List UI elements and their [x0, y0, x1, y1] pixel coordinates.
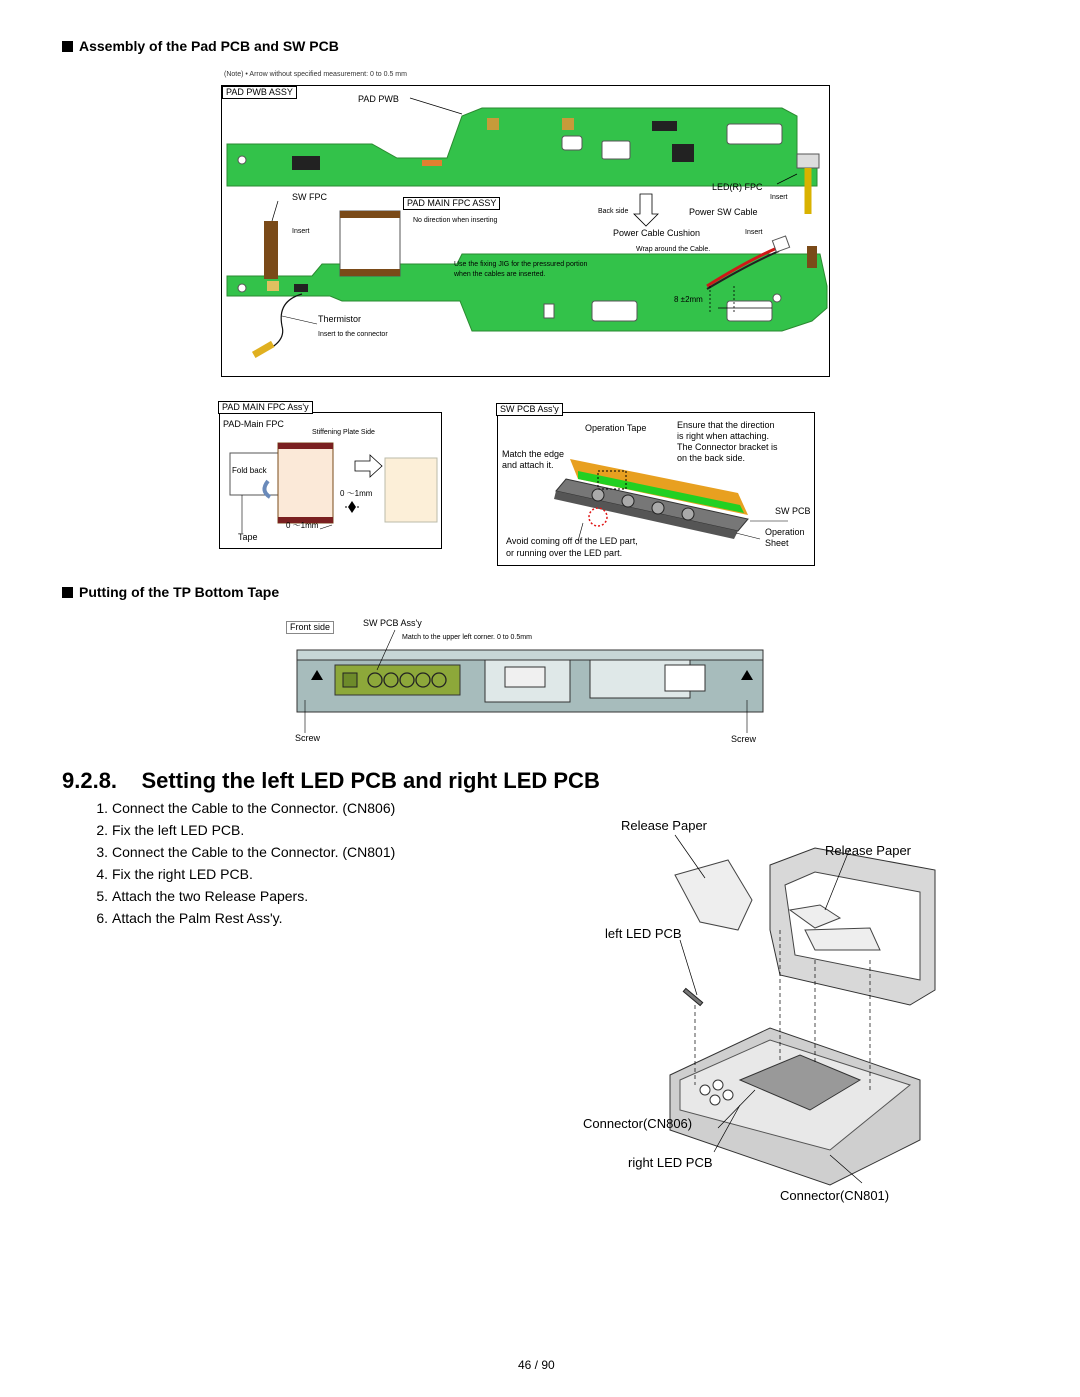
label-sw-fpc: SW FPC [292, 192, 327, 202]
section-heading-tp-tape [62, 584, 279, 600]
label-sw-pcb: SW PCB [775, 506, 811, 516]
label-connector-cn801: Connector(CN801) [780, 1188, 890, 1203]
label-pad-main-fpc: PAD-Main FPC [223, 419, 284, 429]
label-avoid [506, 535, 638, 559]
label-back-side: Back side [598, 208, 629, 215]
label-insert-connector: Insert to the connector [318, 331, 388, 338]
step-number: 3. [96, 844, 108, 860]
tag-pad-main-fpc-assy-2: PAD MAIN FPC Ass'y [218, 401, 313, 414]
label-power-cable-cushion: Power Cable Cushion [613, 228, 701, 238]
label-gap-2: 0 〜1mm [286, 521, 319, 530]
label-release-paper-1: Release Paper [621, 818, 707, 833]
tag-front-side: Front side [286, 621, 334, 634]
section-title: Assembly of the Pad PCB and SW PCB [79, 38, 339, 54]
label-connector-cn806: Connector(CN806) [583, 1116, 693, 1131]
label-operation-tape: Operation Tape [585, 423, 647, 433]
ensure-line-4: on the back side. [677, 453, 746, 463]
step-text: Connect the Cable to the Connector. (CN801) [112, 844, 396, 860]
label-sw-pcb-assy: SW PCB Ass'y [363, 618, 422, 628]
label-release-paper-2: Release Paper [825, 843, 911, 858]
tag-pad-main-fpc-assy: PAD MAIN FPC ASSY [403, 197, 500, 210]
label-left-led-pcb: left LED PCB [605, 926, 682, 941]
page-number: 46 / 90 [518, 1358, 555, 1372]
laptop-drawing [580, 810, 940, 1210]
page-title: 9.2.8. Setting the left LED PCB and right LED PCB [62, 768, 600, 793]
ensure-line-3: The Connector bracket is [677, 442, 778, 452]
label-stiffening: Stiffening Plate Side [312, 429, 375, 436]
step-text: Attach the two Release Papers. [112, 888, 309, 904]
tag-sw-pcb-assy: SW PCB Ass'y [496, 403, 563, 416]
label-ensure [677, 420, 778, 464]
section-heading-pad-pcb [62, 38, 339, 54]
label-fold-back: Fold back [232, 466, 267, 475]
avoid-line-2: or running over the LED part. [506, 548, 623, 558]
step-number: 4. [96, 866, 108, 882]
step-text: Connect the Cable to the Connector. (CN806) [112, 800, 396, 816]
label-tape: Tape [238, 532, 258, 542]
sw-pcb-diagram [497, 404, 815, 566]
square-bullet-icon [62, 587, 73, 598]
step-item [88, 863, 395, 885]
step-item [88, 819, 395, 841]
steps-list [88, 797, 395, 929]
label-insert-top: Insert [770, 194, 788, 201]
label-jig-note-2: when the cables are inserted. [454, 271, 546, 278]
step-item [88, 885, 395, 907]
label-power-sw-cable: Power SW Cable [689, 207, 758, 217]
pad-pwb-drawing [222, 86, 829, 376]
square-bullet-icon [62, 41, 73, 52]
section-title: Putting of the TP Bottom Tape [79, 584, 280, 600]
note-text: (Note) • Arrow without specified measurement: 0 to 0.5 mm [224, 71, 407, 78]
ensure-line-1: Ensure that the direction [677, 420, 775, 430]
step-item [88, 841, 395, 863]
ensure-line-2: is right when attaching. [677, 431, 770, 441]
label-pad-pwb: PAD PWB [358, 94, 399, 104]
tp-bottom-diagram [285, 615, 775, 750]
label-match-edge [502, 449, 564, 471]
label-no-direction: No direction when inserting [413, 217, 498, 224]
pad-pwb-diagram [221, 85, 830, 377]
label-gap-1: 0 〜1mm [340, 489, 373, 498]
tag-pad-pwb-assy: PAD PWB ASSY [222, 86, 297, 99]
step-item [88, 907, 395, 929]
laptop-led-diagram [580, 810, 940, 1210]
step-number: 1. [96, 800, 108, 816]
label-jig-note-1: Use the fixing JIG for the pressured portion [454, 261, 588, 268]
label-operation-sheet [765, 527, 805, 549]
step-number: 5. [96, 888, 108, 904]
label-led-r-fpc: LED(R) FPC [712, 182, 763, 192]
label-right-led-pcb: right LED PCB [628, 1155, 713, 1170]
label-measure: 8 ±2mm [674, 295, 703, 304]
step-number: 2. [96, 822, 108, 838]
label-screw-right: Screw [731, 734, 757, 744]
pad-main-fpc-diagram [219, 402, 442, 549]
avoid-line-1: Avoid coming off of the LED part, [506, 536, 638, 546]
operation-sheet-line-1: Operation [765, 527, 805, 537]
label-insert-right: Insert [745, 229, 763, 236]
step-item [88, 797, 395, 819]
label-match-upper: Match to the upper left corner. 0 to 0.5mm [402, 634, 532, 641]
step-number: 6. [96, 910, 108, 926]
match-edge-line-2: and attach it. [502, 460, 554, 470]
match-edge-line-1: Match the edge [502, 449, 565, 459]
label-thermistor: Thermistor [318, 314, 362, 324]
step-text: Fix the right LED PCB. [112, 866, 253, 882]
step-text: Fix the left LED PCB. [112, 822, 245, 838]
label-screw-left: Screw [295, 733, 321, 743]
step-text: Attach the Palm Rest Ass'y. [112, 910, 283, 926]
operation-sheet-line-2: Sheet [765, 538, 789, 548]
label-wrap-around: Wrap around the Cable. [636, 246, 711, 253]
label-insert-left: Insert [292, 228, 310, 235]
